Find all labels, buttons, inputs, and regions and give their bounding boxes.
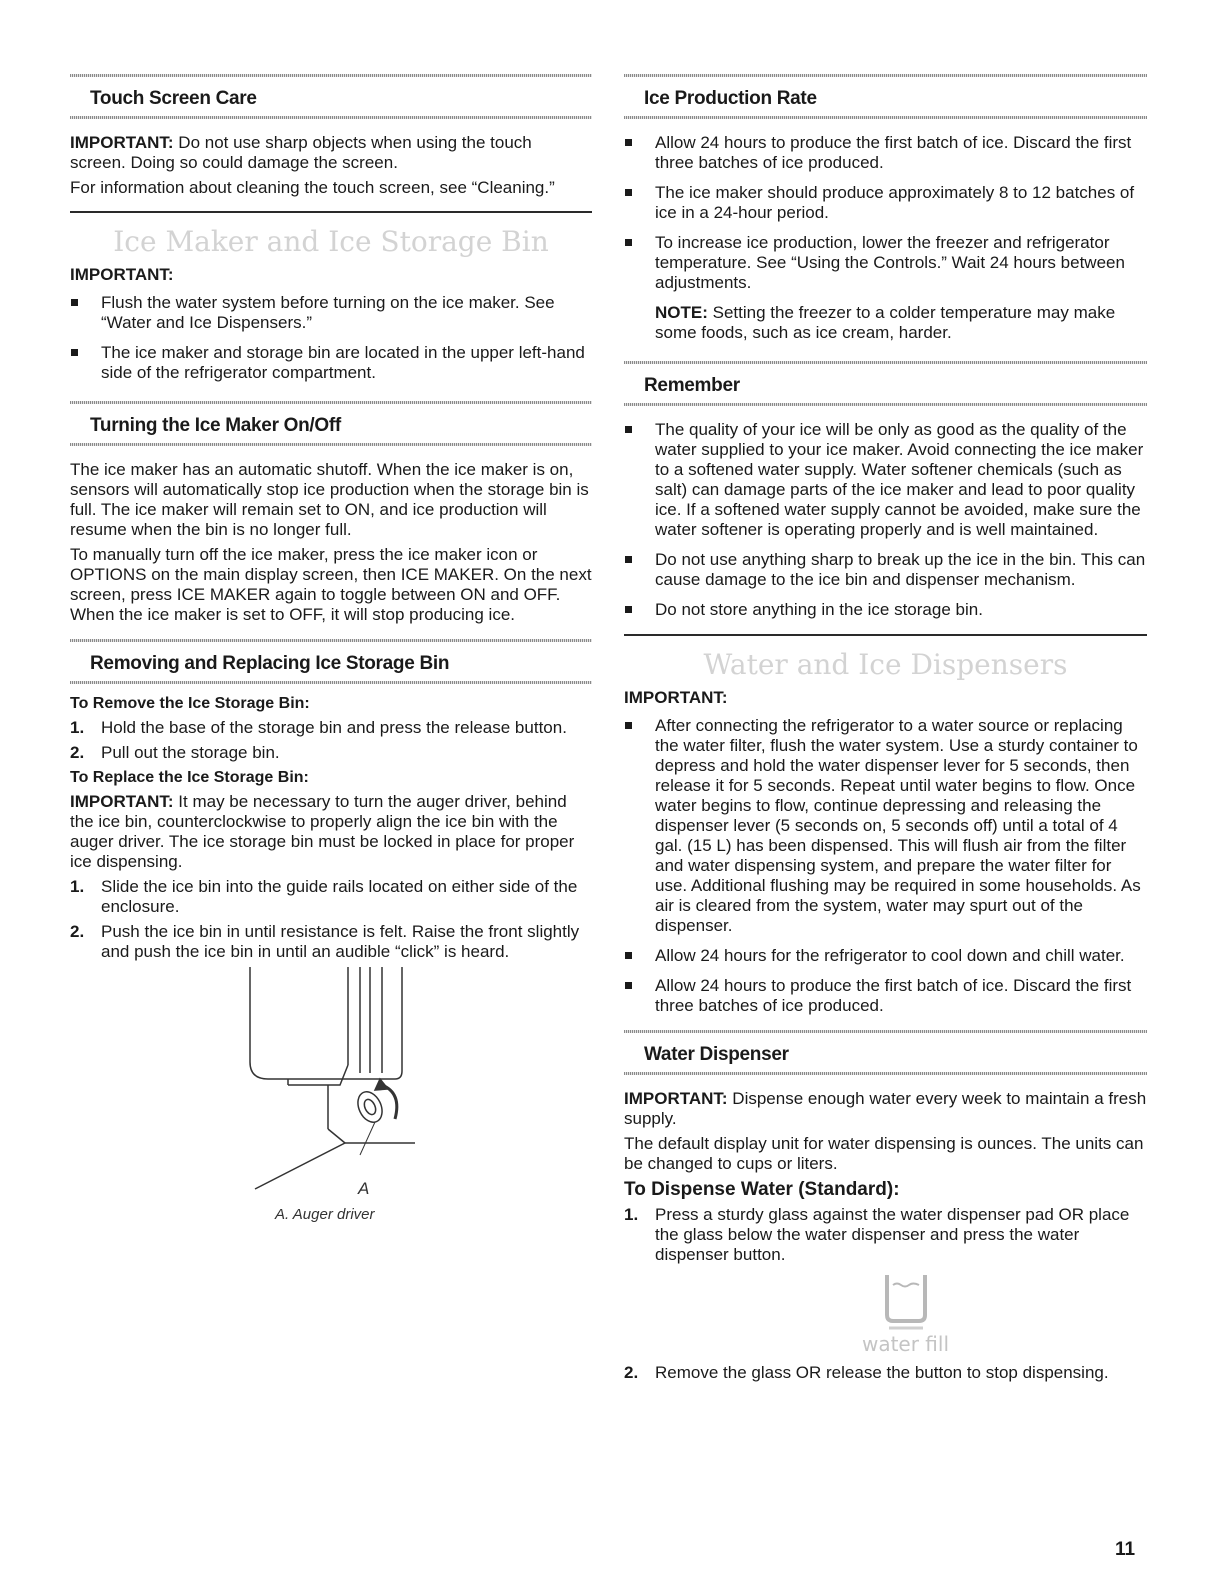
replace-important: IMPORTANT: It may be necessary to turn the auger driver, behind the ice bin, counterclockwise to properly align the ice bin with the auger driver. The ice storage bin must be locked in place for proper ice dispensing. (70, 792, 575, 871)
step-item: 1. Slide the ice bin into the guide rails located on either side of the enclosure. (70, 877, 578, 916)
remove-bin-heading: To Remove the Ice Storage Bin: (70, 695, 310, 712)
step-item: 1. Press a sturdy glass against the water dispenser pad OR place the glass below the water dispenser and press the water dispenser button. (624, 1205, 1130, 1264)
section-rule (624, 634, 1147, 636)
water-dispenser-units: The default display unit for water dispensing is ounces. The units can be changed to cups or liters. (624, 1134, 1144, 1173)
section-divider (70, 116, 592, 119)
section-rule (70, 211, 592, 213)
removing-replacing-heading: Removing and Replacing Ice Storage Bin (90, 653, 450, 674)
list-item: Allow 24 hours for the refrigerator to cool down and chill water. (624, 946, 1147, 966)
dispense-steps (624, 1205, 1147, 1265)
water-fill-icon (881, 1273, 931, 1331)
list-item: The quality of your ice will be only as good as the quality of the water supplied to your ice maker. Avoid connecting the ice maker to a softened water supply. Water softener chemicals (such as salt) can damage parts of the ice maker and lead to poor quality ice. If a softened water supply cannot be avoided, make sure the water softener is operating properly and is well maintained. (624, 420, 1147, 540)
step-item: 2. Pull out the storage bin. (70, 743, 280, 762)
ice-production-bullets (624, 133, 1147, 293)
water-dispenser-heading: Water Dispenser (644, 1044, 789, 1065)
ice-production-note: NOTE: Setting the freezer to a colder temperature may make some foods, such as ice cream, harder. (655, 303, 1116, 342)
dispensers-bullets (624, 716, 1147, 1016)
section-divider (624, 1072, 1147, 1075)
ice-maker-important-label: IMPORTANT: (70, 265, 174, 284)
figure-caption: A. Auger driver (275, 1206, 375, 1223)
auger-driver-illustration (230, 967, 530, 1237)
ice-production-rate-heading: Ice Production Rate (644, 88, 817, 109)
list-item: Allow 24 hours to produce the first batch of ice. Discard the first three batches of ice produced. (624, 133, 1147, 173)
list-item: Do not store anything in the ice storage bin. (624, 600, 1147, 620)
step-item: 2. Remove the glass OR release the button to stop dispensing. (624, 1363, 1109, 1382)
list-item: The ice maker should produce approximately 8 to 12 batches of ice in a 24-hour period. (624, 183, 1147, 223)
step-item: 1. Hold the base of the storage bin and press the release button. (70, 718, 567, 737)
section-divider (70, 443, 592, 446)
remember-bullets (624, 420, 1147, 620)
turning-ice-maker-heading: Turning the Ice Maker On/Off (90, 415, 341, 436)
step-item: 2. Push the ice bin in until resistance is felt. Raise the front slightly and push the ice bin in until an audible “click” is heard. (70, 922, 580, 961)
list-item: Do not use anything sharp to break up the ice in the bin. This can cause damage to the ice bin and dispenser mechanism. (624, 550, 1147, 590)
figure-letter: A (358, 1179, 370, 1198)
ice-maker-section-title: Ice Maker and Ice Storage Bin (113, 225, 549, 258)
list-item: Flush the water system before turning on the ice maker. See “Water and Ice Dispensers.” (70, 293, 592, 333)
dispense-water-heading: To Dispense Water (Standard): (624, 1179, 900, 1200)
list-item: After connecting the refrigerator to a water source or replacing the water filter, flush the water system. Use a sturdy container to depress and hold the water dispenser lever for 5 seconds, then release it for 5 seconds. Repeat until water begins to flow. Once water begins to flow, continue depressing and releasing the dispenser lever (5 seconds on, 5 seconds off) until a total of 4 gal. (15 L) has been dispensed. This will flush air from the filter and water dispensing system, and prepare the water filter for use. Additional flushing may be required in some households. As air is cleared from the system, water may spurt out of the dispenser. (624, 716, 1147, 936)
list-item: The ice maker and storage bin are located in the upper left-hand side of the refrigerator compartment. (70, 343, 592, 383)
water-ice-dispensers-title: Water and Ice Dispensers (703, 648, 1068, 681)
touch-screen-care-heading: Touch Screen Care (90, 88, 257, 109)
replace-bin-heading: To Replace the Ice Storage Bin: (70, 769, 309, 786)
left-column (70, 74, 592, 1237)
water-dispenser-important: IMPORTANT: Dispense enough water every week to maintain a fresh supply. (624, 1089, 1147, 1128)
remember-heading: Remember (644, 375, 740, 396)
turning-para-1: The ice maker has an automatic shutoff. When the ice maker is on, sensors will automatically stop ice production when the storage bin is full. The ice maker will remain set to ON, and ice production will resume when the bin is no longer full. (70, 460, 589, 539)
replace-steps (70, 877, 592, 962)
remove-steps (70, 718, 592, 763)
right-column (624, 74, 1147, 1388)
list-item: Allow 24 hours to produce the first batch of ice. Discard the first three batches of ice produced. (624, 976, 1147, 1016)
water-fill-label: water fill (861, 1332, 950, 1356)
dispense-steps-continued (624, 1363, 1147, 1383)
page-number: 11 (1115, 1539, 1136, 1560)
section-divider (70, 681, 592, 684)
ice-maker-bullets (70, 293, 592, 383)
touch-screen-info: For information about cleaning the touch screen, see “Cleaning.” (70, 178, 555, 197)
section-divider (624, 403, 1147, 406)
touch-screen-important: IMPORTANT: Do not use sharp objects when using the touch screen. Doing so could damage the screen. (70, 133, 532, 172)
list-item: To increase ice production, lower the freezer and refrigerator temperature. See “Using the Controls.” Wait 24 hours between adjustments. (624, 233, 1147, 293)
water-fill-icon-block (624, 1273, 1147, 1357)
dispensers-important-label: IMPORTANT: (624, 688, 728, 707)
section-divider (624, 116, 1147, 119)
turning-para-2: To manually turn off the ice maker, press the ice maker icon or OPTIONS on the main display screen, then ICE MAKER. On the next screen, press ICE MAKER again to toggle between ON and OFF. When the ice maker is set to OFF, it will stop producing ice. (70, 545, 592, 624)
